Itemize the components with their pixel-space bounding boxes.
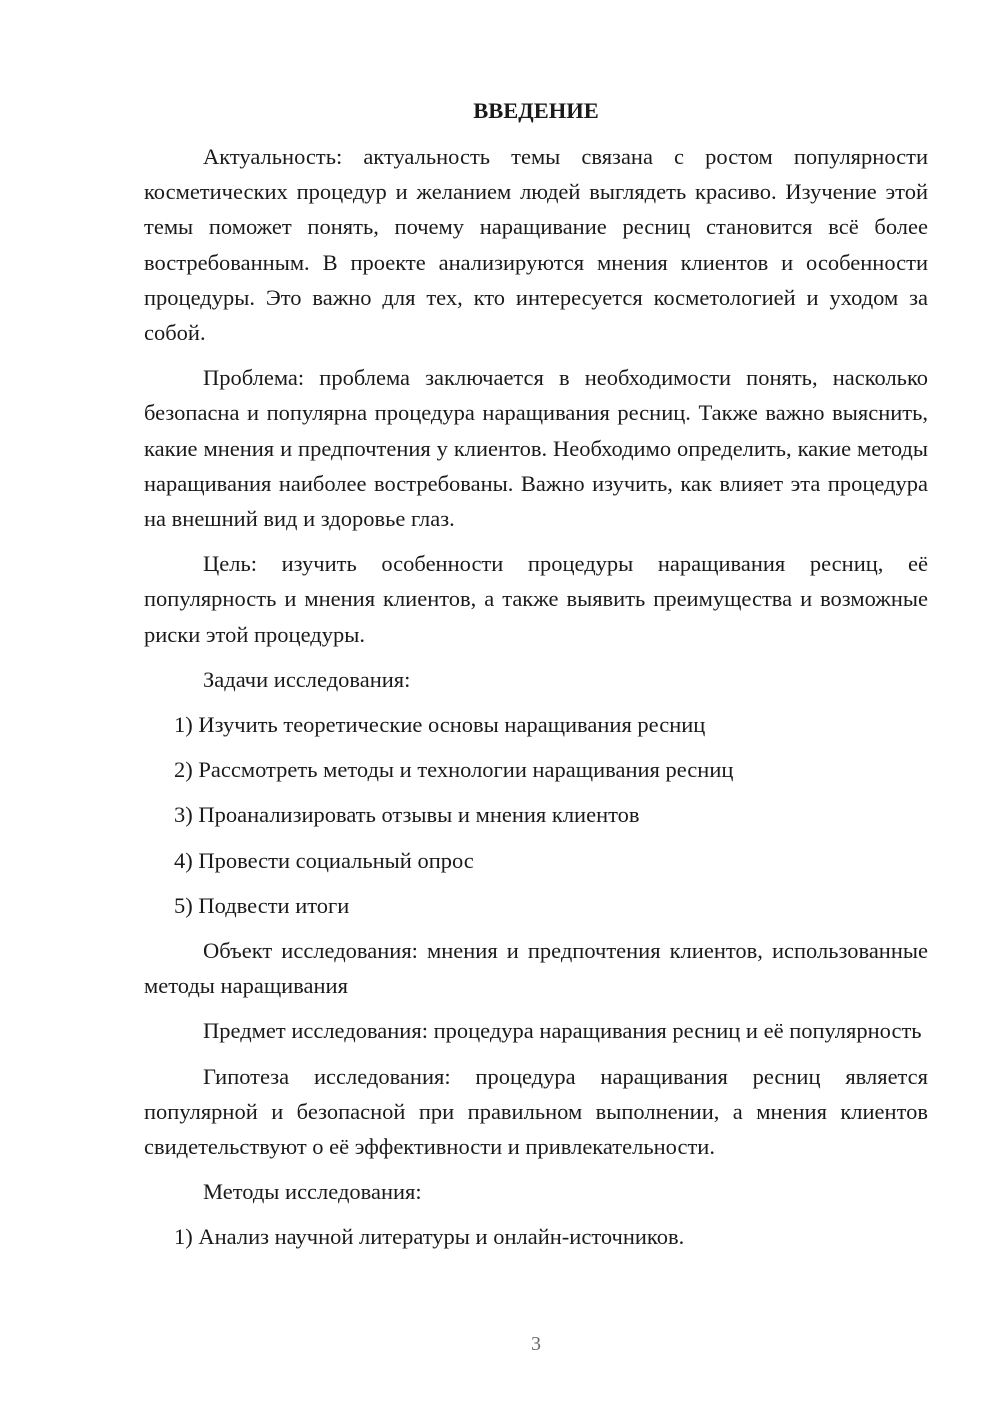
task-item: 3) Проанализировать отзывы и мнения клиентов	[174, 802, 640, 828]
hypothesis-paragraph: Гипотеза исследования: процедура наращивания ресниц является популярной и безопасной при правильном выполнении, а мнения клиентов свидетельствуют о её эффективности и привлекательности.	[144, 1063, 928, 1160]
problem-paragraph: Проблема: проблема заключается в необходимости понять, насколько безопасна и популярна процедура наращивания ресниц. Также важно выяснить, какие мнения и предпочтения у клиентов. Необходимо определить, какие методы наращивания наиболее востребованы. Важно изучить, как влияет эта процедура на внешний вид и здоровье глаз.	[144, 365, 928, 532]
task-item: 5) Подвести итоги	[174, 892, 350, 918]
tasks-heading: Задачи исследования:	[203, 666, 411, 692]
page-title: ВВЕДЕНИЕ	[473, 98, 599, 123]
method-item: 1) Анализ научной литературы и онлайн-источников.	[174, 1224, 685, 1250]
page-content	[144, 94, 928, 1265]
subject-paragraph: Предмет исследования: процедура наращивания ресниц и её популярность	[203, 1018, 922, 1044]
task-item: 2) Рассмотреть методы и технологии наращивания ресниц	[174, 757, 734, 783]
object-paragraph: Объект исследования: мнения и предпочтения клиентов, использованные методы наращивания	[144, 938, 928, 999]
goal-paragraph: Цель: изучить особенности процедуры наращивания ресниц, её популярность и мнения клиентов, а также выявить преимущества и возможные риски этой процедуры.	[144, 551, 928, 647]
relevance-paragraph: Актуальность: актуальность темы связана с ростом популярности косметических процедур и желанием людей выглядеть красиво. Изучение этой темы поможет понять, почему наращивание ресниц становится всё более востребованным. В проекте анализируются мнения клиентов и особенности процедуры. Это важно для тех, кто интересуется косметологией и уходом за собой.	[144, 144, 928, 346]
page-number: 3	[531, 1333, 541, 1355]
task-item: 1) Изучить теоретические основы наращивания ресниц	[174, 712, 706, 738]
methods-heading: Методы исследования:	[203, 1179, 422, 1205]
task-item: 4) Провести социальный опрос	[174, 847, 474, 873]
